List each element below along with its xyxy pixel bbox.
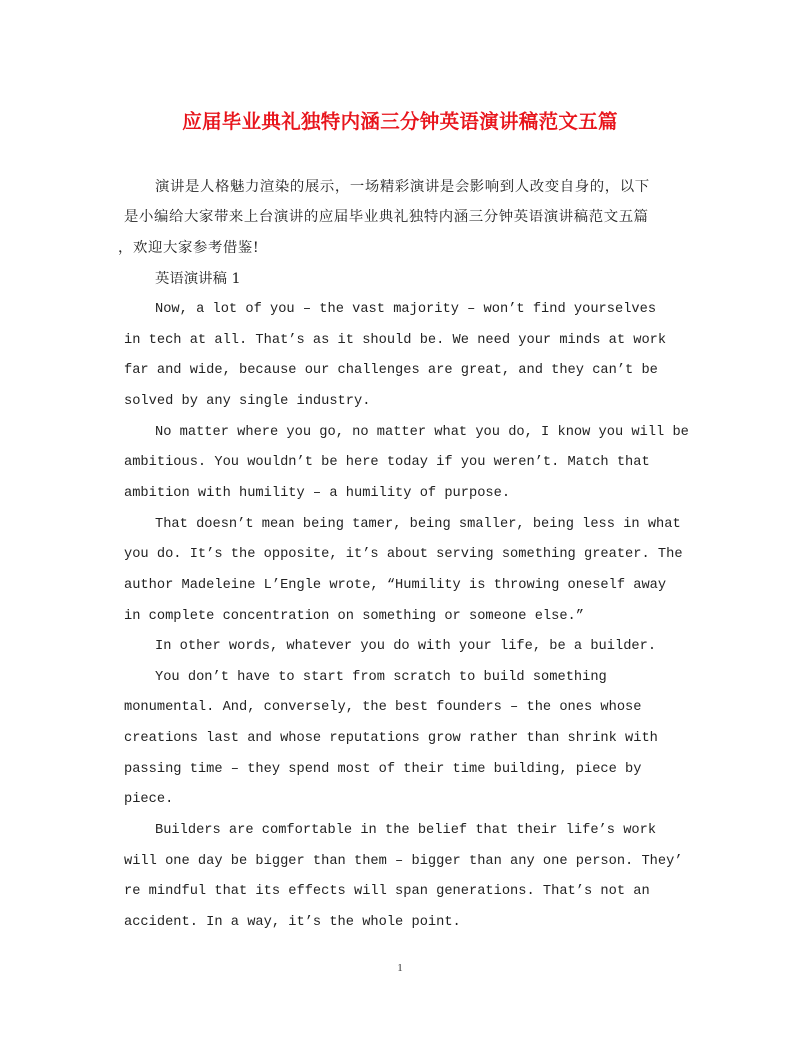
body-line: creations last and whose reputations grow rather than shrink with xyxy=(124,731,658,747)
body-line: monumental. And, conversely, the best founders – the ones whose xyxy=(124,700,642,716)
body-line: in tech at all. That’s as it should be. We need your minds at work xyxy=(124,332,667,348)
body-line: No matter where you go, no matter what you do, I know you will be xyxy=(155,424,689,440)
body-line: in complete concentration on something or someone else.” xyxy=(124,608,584,624)
section-heading: 英语演讲稿 1 xyxy=(155,271,241,287)
body-line: you do. It’s the opposite, it’s about serving something greater. The xyxy=(124,547,683,563)
body-line: Builders are comfortable in the belief that their life’s work xyxy=(155,823,657,839)
body-line: You don’t have to start from scratch to build something xyxy=(155,669,607,685)
body-line: will one day be bigger than them – bigger than any one person. They’ xyxy=(124,853,683,869)
body-line: Now, a lot of you – the vast majority – won’t find yourselves xyxy=(155,302,657,317)
intro-line: 是小编给大家带来上台演讲的应届毕业典礼独特内涵三分钟英语演讲稿范文五篇 xyxy=(124,209,649,225)
body-line: That doesn’t mean being tamer, being smaller, being less in what xyxy=(155,516,681,532)
document-title: 应届毕业典礼独特内涵三分钟英语演讲稿范文五篇 xyxy=(182,110,618,133)
body-line: accident. In a way, it’s the whole point. xyxy=(124,915,461,930)
intro-line: 演讲是人格魅力渲染的展示，一场精彩演讲是会影响到人改变自身的，以下 xyxy=(155,179,650,195)
body-line: author Madeleine L’Engle wrote, “Humility is throwing oneself away xyxy=(124,577,667,593)
body-line: piece. xyxy=(124,792,174,808)
body-line: solved by any single industry. xyxy=(124,393,371,409)
body-line: re mindful that its effects will span generations. That’s not an xyxy=(124,884,650,900)
body-line: passing time – they spend most of their time building, piece by xyxy=(124,761,642,777)
body-line: far and wide, because our challenges are great, and they can’t be xyxy=(124,363,658,379)
body-line: ambition with humility – a humility of purpose. xyxy=(124,485,511,501)
body-line: ambitious. You wouldn’t be here today if you weren’t. Match that xyxy=(124,455,650,471)
body-line: In other words, whatever you do with your life, be a builder. xyxy=(155,639,657,655)
page-number: 1 xyxy=(397,962,403,974)
intro-line: ，欢迎大家参考借鉴! xyxy=(118,240,260,256)
